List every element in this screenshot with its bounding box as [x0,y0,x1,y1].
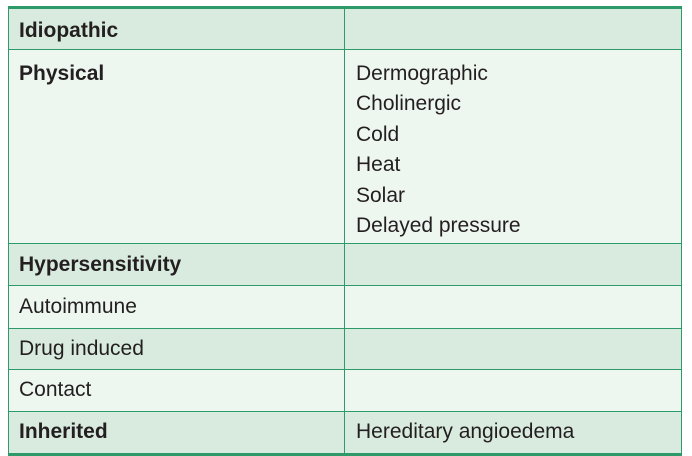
list-item: Delayed pressure [356,214,521,238]
row-value: Hereditary angioedema [345,412,682,455]
table-row-physical [9,50,682,244]
list-item: Cholinergic [356,92,462,116]
row-label: Contact [9,370,345,412]
table-row-drug-induced [9,329,682,370]
list-item: Solar [356,183,406,207]
row-label: Idiopathic [9,8,345,50]
row-values-cell [345,329,682,370]
physical-types-list [356,59,681,241]
table-row-hypersensitivity [9,244,682,286]
row-label: Autoimmune [9,286,345,329]
row-values-cell [345,8,682,50]
urticaria-classification-table [8,6,682,456]
row-label: Inherited [9,412,345,455]
row-values-cell [345,244,682,286]
table-row-contact [9,370,682,412]
list-item: Dermographic [356,62,488,85]
row-values-cell [345,286,682,329]
list-item: Cold [356,122,400,146]
row-label: Drug induced [9,329,345,370]
row-values-cell [345,370,682,412]
list-item: Heat [356,153,401,177]
row-values-cell [345,50,682,244]
row-label: Physical [9,50,345,244]
row-label: Hypersensitivity [9,244,345,286]
table-row-autoimmune [9,286,682,329]
table-row-idiopathic [9,8,682,50]
table-row-inherited [9,412,682,455]
